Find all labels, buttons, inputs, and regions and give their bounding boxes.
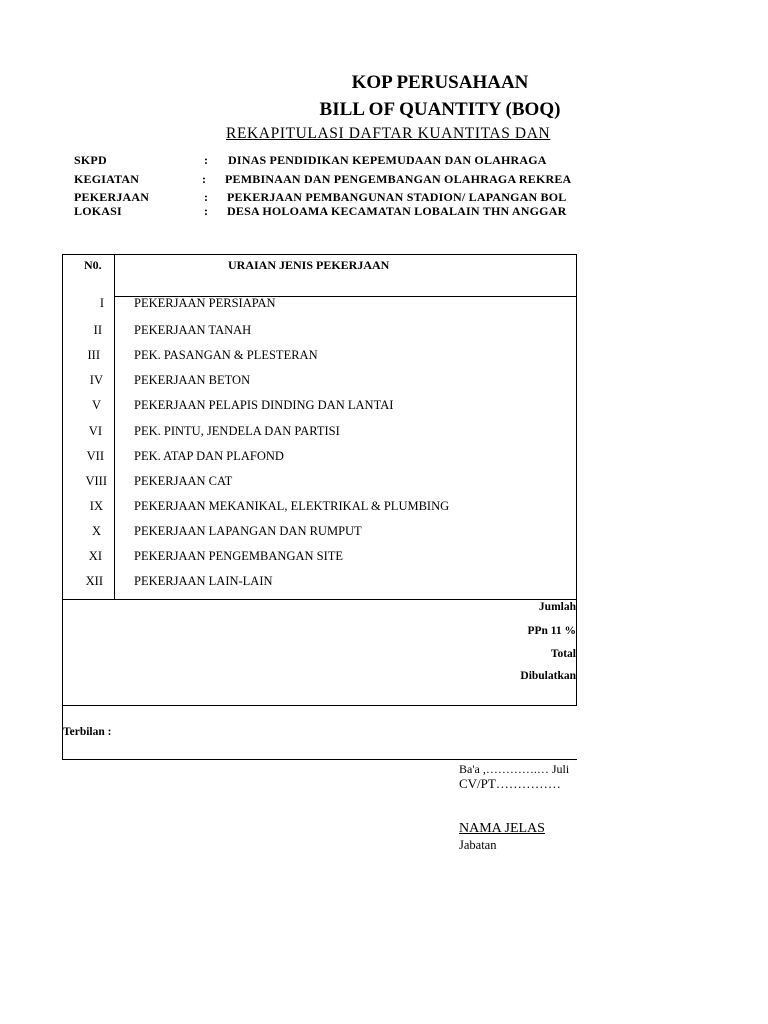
- signature-company: CV/PT……………: [459, 776, 561, 791]
- row-description: PEKERJAAN LAIN-LAIN: [134, 574, 273, 588]
- row-number: V: [91, 398, 101, 412]
- table-row: [62, 296, 576, 316]
- document-title: BILL OF QUANTITY (BOQ): [319, 99, 561, 120]
- table-border-bottom: [62, 759, 577, 760]
- table-border-top: [62, 254, 577, 255]
- table-row: [62, 574, 576, 594]
- row-description: PEKERJAAN BETON: [134, 373, 251, 387]
- meta-colon: :: [204, 153, 209, 167]
- row-number: II: [93, 323, 102, 337]
- row-description: PEKERJAAN TANAH: [134, 323, 252, 337]
- row-number: X: [91, 524, 101, 538]
- table-row: [62, 424, 576, 444]
- table-row: [62, 323, 576, 343]
- row-description: PEKERJAAN LAPANGAN DAN RUMPUT: [134, 524, 362, 538]
- table-row: [62, 449, 576, 469]
- row-description: PEKERJAAN PELAPIS DINDING DAN LANTAI: [134, 398, 394, 412]
- row-number: VI: [88, 424, 102, 438]
- meta-value: DESA HOLOAMA KECAMATAN LOBALAIN THN ANGGAR: [227, 204, 567, 218]
- row-number: III: [87, 348, 100, 362]
- row-number: I: [99, 296, 104, 310]
- table-row: [62, 549, 576, 569]
- row-description: PEK. PINTU, JENDELA DAN PARTISI: [134, 424, 340, 438]
- summary-divider: [62, 599, 577, 600]
- row-number: XII: [85, 574, 103, 588]
- row-description: PEKERJAAN CAT: [134, 474, 233, 488]
- header-description: URAIAN JENIS PEKERJAAN: [228, 258, 390, 272]
- row-description: PEKERJAAN PERSIAPAN: [134, 296, 276, 310]
- table-row: [62, 524, 576, 544]
- table-row: [62, 474, 576, 494]
- table-row: [62, 398, 576, 418]
- table-row: [62, 348, 576, 368]
- company-letterhead: KOP PERUSAHAAN: [351, 72, 529, 93]
- row-number: XI: [88, 549, 102, 563]
- table-row: [62, 373, 576, 393]
- recap-table: [62, 254, 577, 760]
- meta-colon: :: [202, 172, 207, 186]
- summary-ppn: PPn 11 %: [527, 625, 576, 637]
- summary-jumlah: Jumlah: [538, 601, 576, 613]
- terbilan-label: Terbilan :: [63, 726, 112, 738]
- meta-value: DINAS PENDIDIKAN KEPEMUDAAN DAN OLAHRAGA: [228, 153, 547, 167]
- table-row: [62, 499, 576, 519]
- table-border-right: [576, 254, 577, 706]
- row-description: PEK. ATAP DAN PLAFOND: [134, 449, 284, 463]
- row-number: IV: [89, 373, 103, 387]
- meta-label: PEKERJAAN: [74, 190, 150, 204]
- row-number: VII: [86, 449, 104, 463]
- meta-colon: :: [204, 190, 209, 204]
- terbilan-divider: [62, 705, 577, 706]
- document-subtitle: REKAPITULASI DAFTAR KUANTITAS DAN: [226, 125, 551, 142]
- row-number: IX: [89, 499, 103, 513]
- row-description: PEKERJAAN MEKANIKAL, ELEKTRIKAL & PLUMBING: [134, 499, 450, 513]
- meta-label: KEGIATAN: [74, 172, 140, 186]
- meta-label: SKPD: [74, 153, 107, 167]
- signature-position: Jabatan: [459, 838, 497, 852]
- summary-total: Total: [550, 648, 576, 660]
- signature-place-date: Ba'a ,………….… Juli: [459, 762, 570, 776]
- meta-value: PEMBINAAN DAN PENGEMBANGAN OLAHRAGA REKREA: [225, 172, 572, 186]
- meta-colon: :: [204, 204, 209, 218]
- row-number: VIII: [85, 474, 107, 488]
- row-description: PEKERJAAN PENGEMBANGAN SITE: [134, 549, 344, 563]
- meta-label: LOKASI: [74, 204, 122, 218]
- summary-dibulatkan: Dibulatkan: [520, 670, 576, 682]
- signature-name: NAMA JELAS: [459, 821, 545, 836]
- row-description: PEK. PASANGAN & PLESTERAN: [134, 348, 318, 362]
- header-no: N0.: [84, 258, 102, 272]
- meta-value: PEKERJAAN PEMBANGUNAN STADION/ LAPANGAN BOL: [227, 190, 567, 204]
